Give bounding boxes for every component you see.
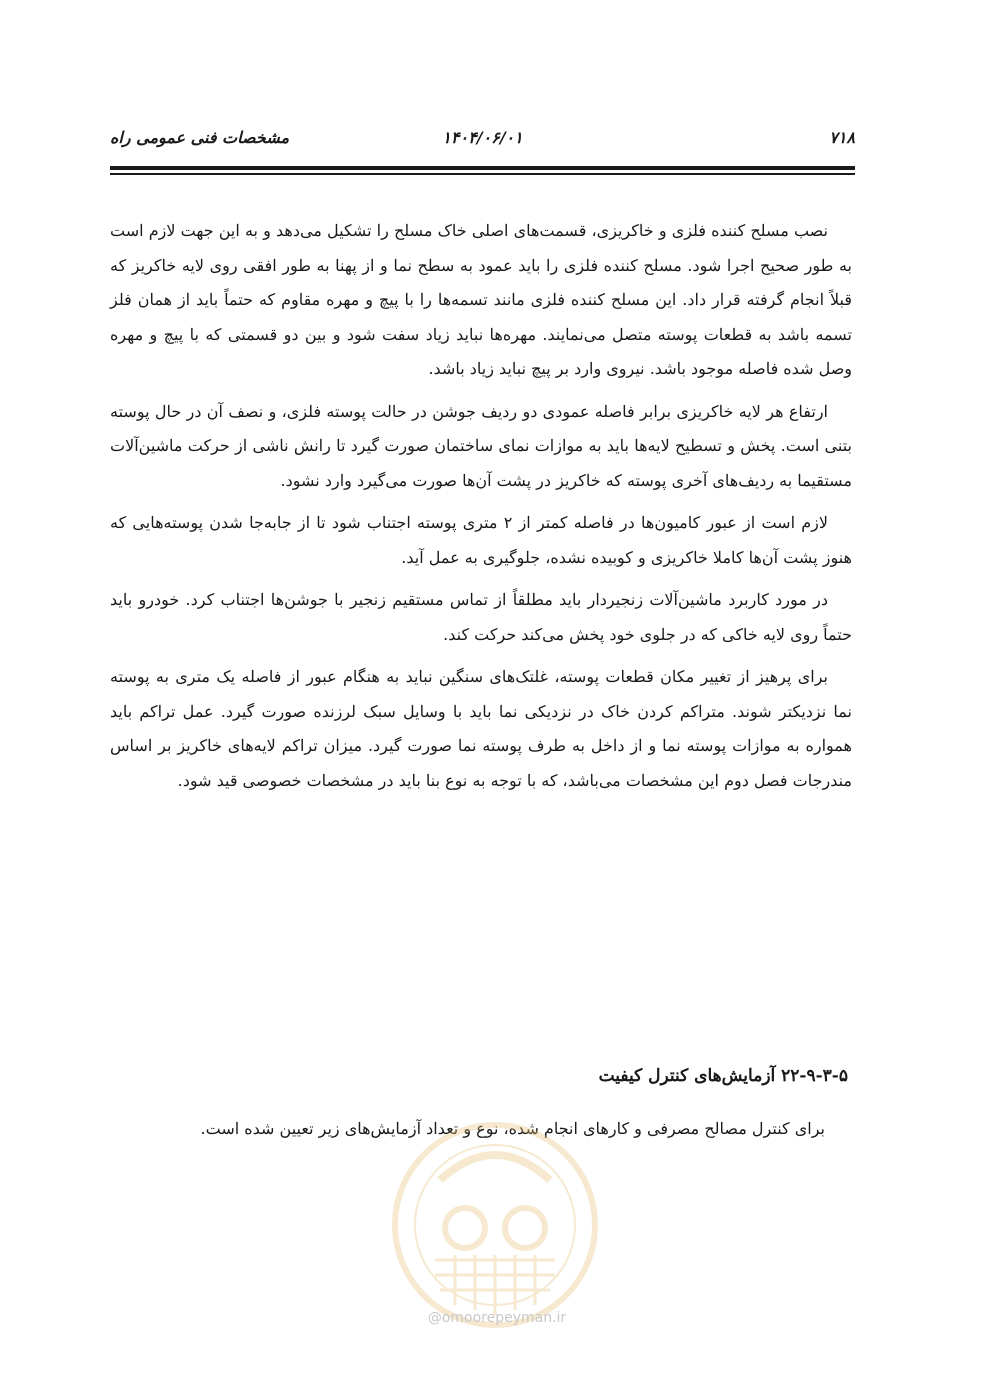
page-header [110,128,855,158]
body-text [110,214,852,806]
paragraph: برای پرهیز از تغییر مکان قطعات پوسته، غلتک‌های سنگین نباید به هنگام عبور از فاصله یک متری به پوسته نما نزدیکتر شوند. متراکم کردن خاک در نزدیکی نما باید با وسایل سبک لرزنده صورت گیرد. عمل تراکم باید همواره به موازات پوسته نما و از داخل به طرف پوسته نما صورت گیرد. میزان تراکم لایه‌های خاکریز بر اساس مندرجات فصل دوم این مشخصات می‌باشد، که با توجه به نوع بنا باید در مشخصات خصوصی قید شود. [110,667,853,790]
paragraph: در مورد کاربرد ماشین‌آلات زنجیردار باید مطلقاً از تماس مستقیم زنجیر با جوشن‌ها اجتناب کرد. خودرو باید حتماً روی لایه خاکی که در جلوی خود پخش می‌کند حرکت کند. [110,590,852,644]
header-rule-thin [110,173,855,175]
watermark-logo-icon [380,1110,610,1340]
page-number: ۷۱۸ [829,128,855,147]
paragraph: ارتفاع هر لایه خاکریزی برابر فاصله عمودی دو ردیف جوشن در حالت پوسته فلزی، و نصف آن در حال پوسته بتنی است. پخش و تسطیح لایه‌ها باید به موازات نمای ساختمان صورت گیرد تا رانش ناشی از حرکت ماشین‌آلات مستقیما به ردیف‌های آخری پوسته که خاکریز در پشت آن‌ها صورت می‌گیرد وارد نشود. [110,401,852,490]
section-heading: ۲۲-۹-۳-۵ آزمایش‌های کنترل کیفیت [598,1066,848,1086]
header-rule-thick [110,166,855,170]
watermark-url: @omoorepeyman.ir [427,1310,567,1326]
paragraph: نصب مسلح کننده فلزی و خاکریزی، قسمت‌های اصلی خاک مسلح را تشکیل می‌دهد و به این جهت لازم است به طور صحیح اجرا شود. مسلح کننده فلزی را باید عمود به سطح نما و از پهنا به طور افقی روی لایه خاکریز که قبلاً انجام گرفته قرار داد. این مسلح کننده فلزی مانند تسمه‌ها را با پیچ و مهره مقاوم که حتماً باید از همان فلز تسمه باشد به قطعات پوسته متصل می‌نمایند. مهره‌ها نباید زیاد سفت شود و بین دو قسمتی که با پیچ و مهره وصل شده فاصله موجود باشد. نیروی وارد بر پیچ نباید زیاد باشد. [110,221,852,378]
section-intro: برای کنترل مصالح مصرفی و کارهای انجام شده، نوع و تعداد آزمایش‌های زیر تعیین شده است. [200,1119,825,1138]
header-title: مشخصات فنی عمومی راه [110,128,290,147]
header-date: ۱۴۰۴/۰۶/۰۱ [442,128,523,147]
paragraph: لازم است از عبور کامیون‌ها در فاصله کمتر از ۲ متری پوسته اجتناب شود تا از جابه‌جا شدن پوسته‌هایی که هنوز پشت آن‌ها کاملا خاکریزی و کوبیده نشده، جلوگیری به عمل آید. [110,513,852,567]
